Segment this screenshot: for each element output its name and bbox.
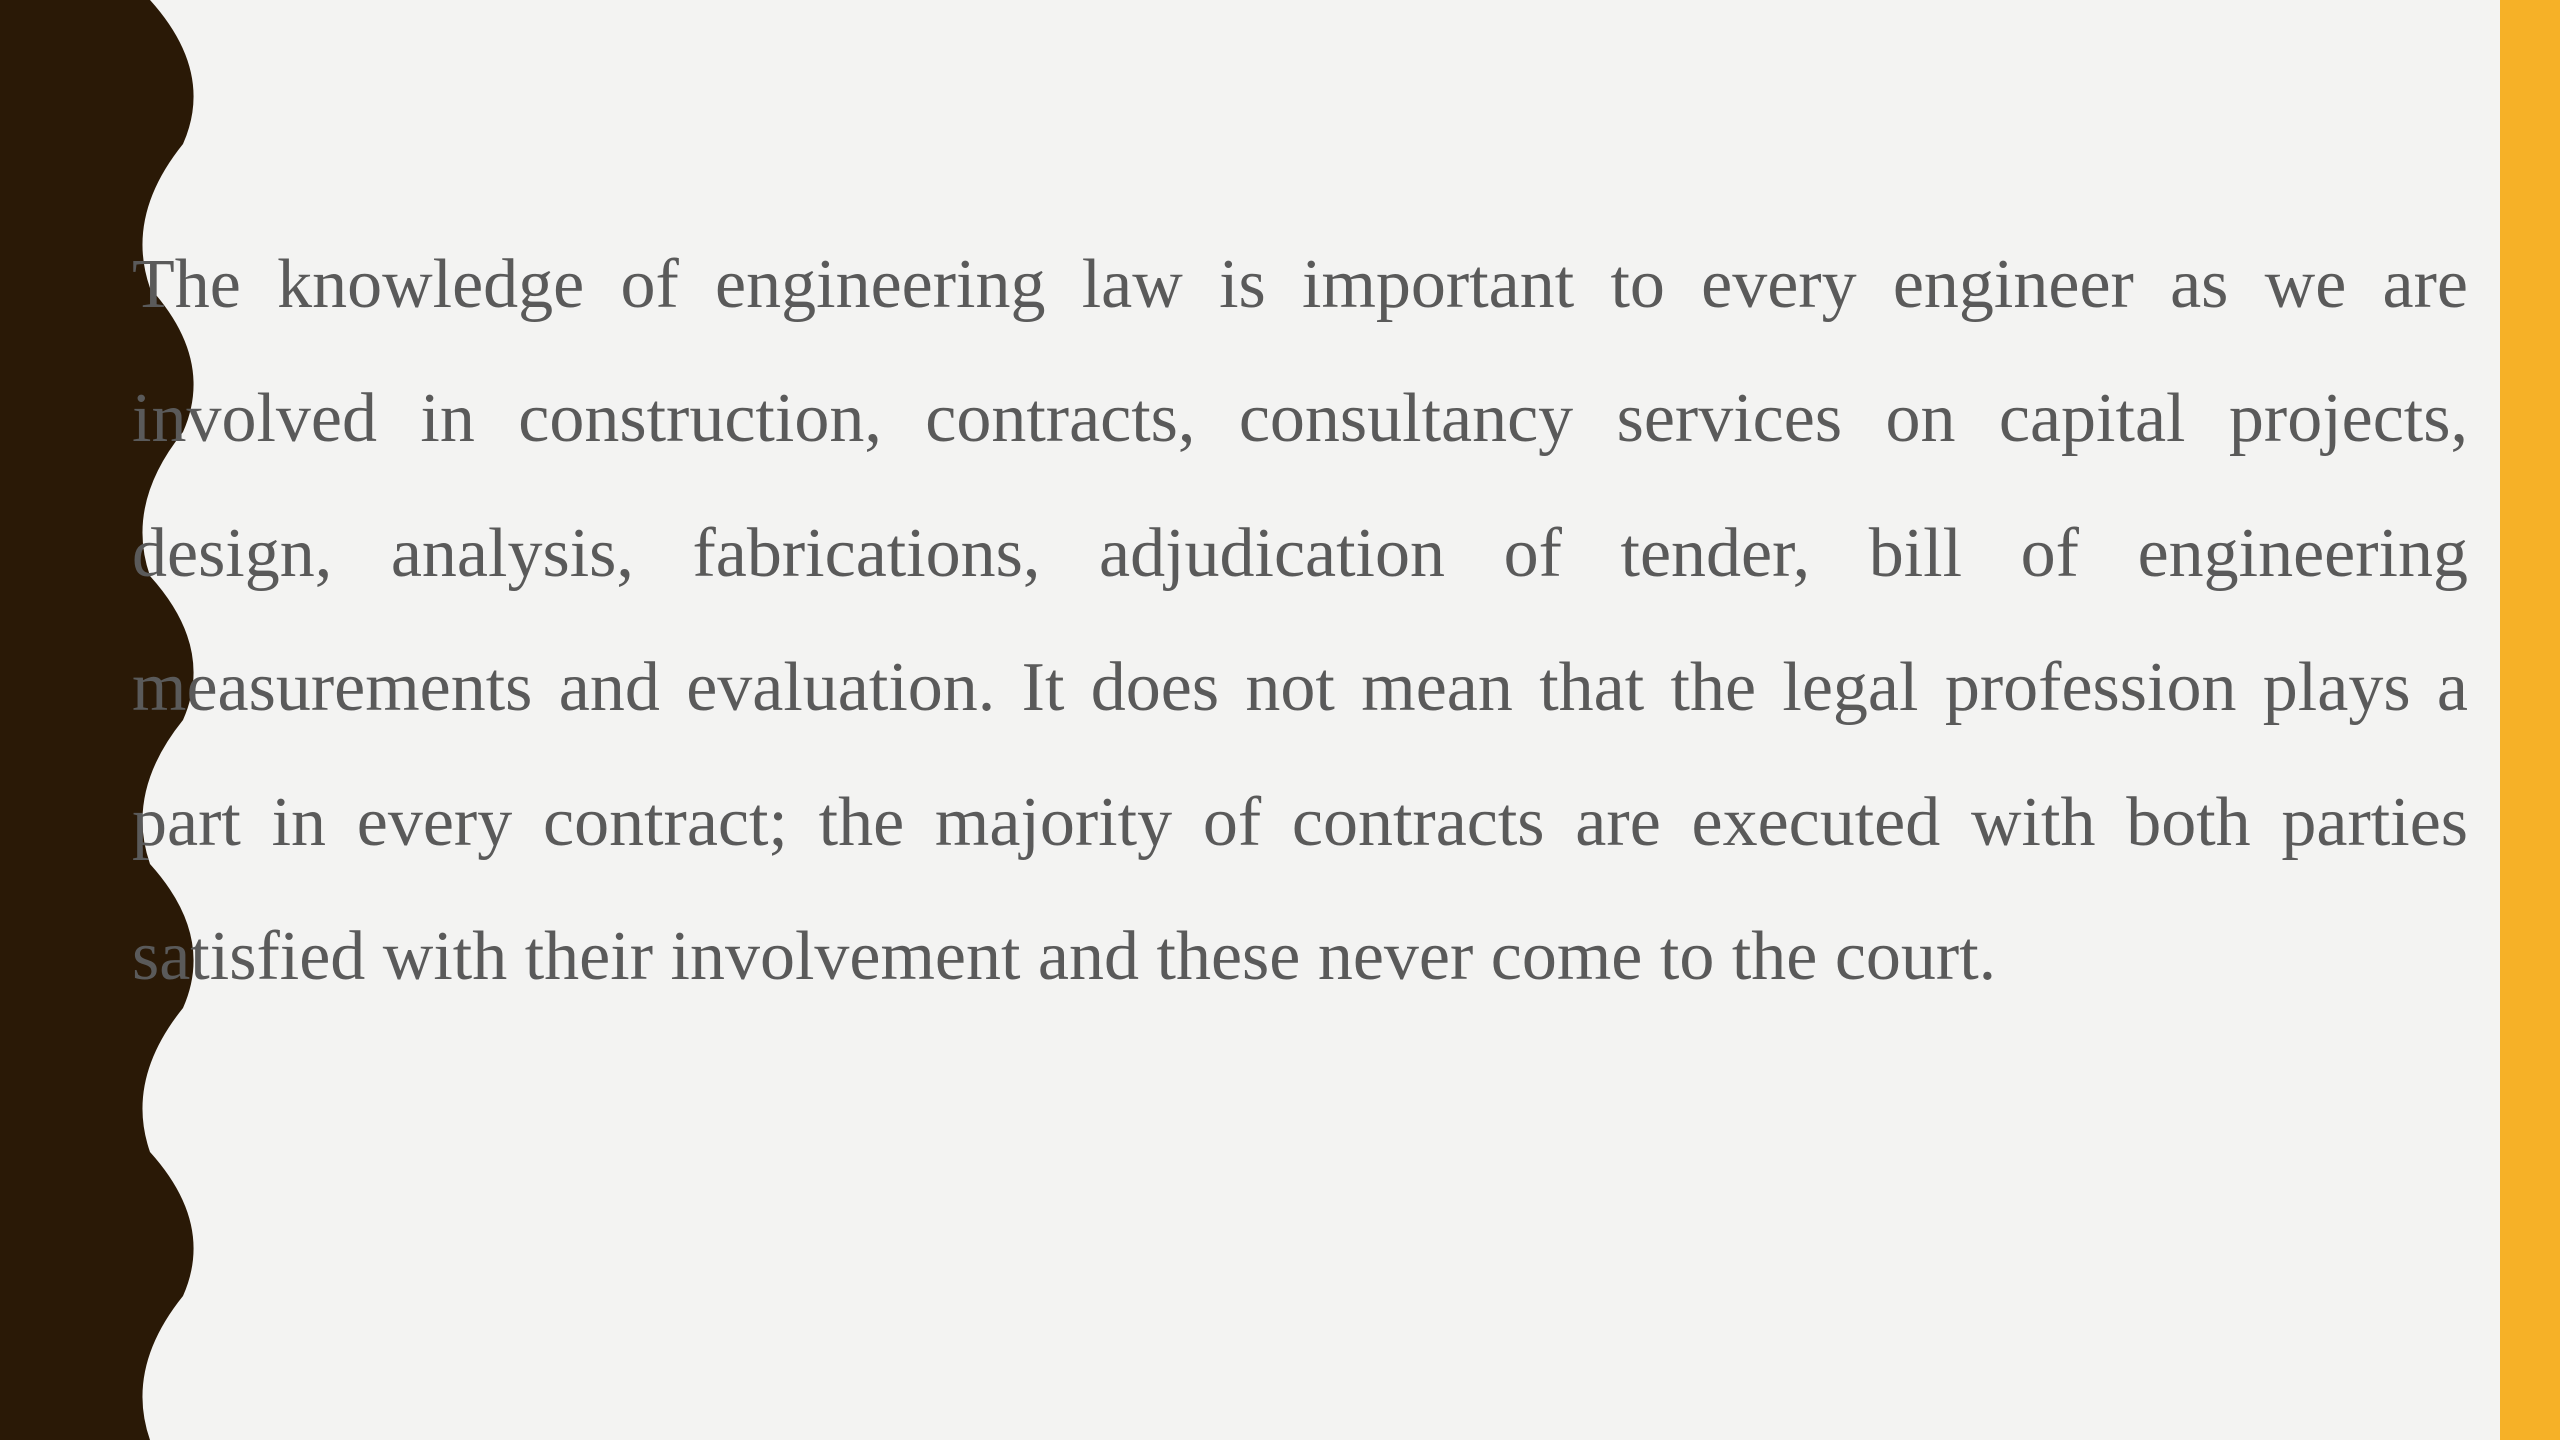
body-paragraph: The knowledge of engineering law is important to every engineer as we are involved in construction, contracts, consultancy services on capital projects, design, analysis, fabrications, adjudication of tender, bill of engineering measurements and evaluation. It does not mean that the legal profession plays a part in every contract; the majority of contracts are executed with both parties satisfied with their involvement and these never come to the court. [132,246,2468,996]
right-accent-bar [2500,0,2560,1440]
